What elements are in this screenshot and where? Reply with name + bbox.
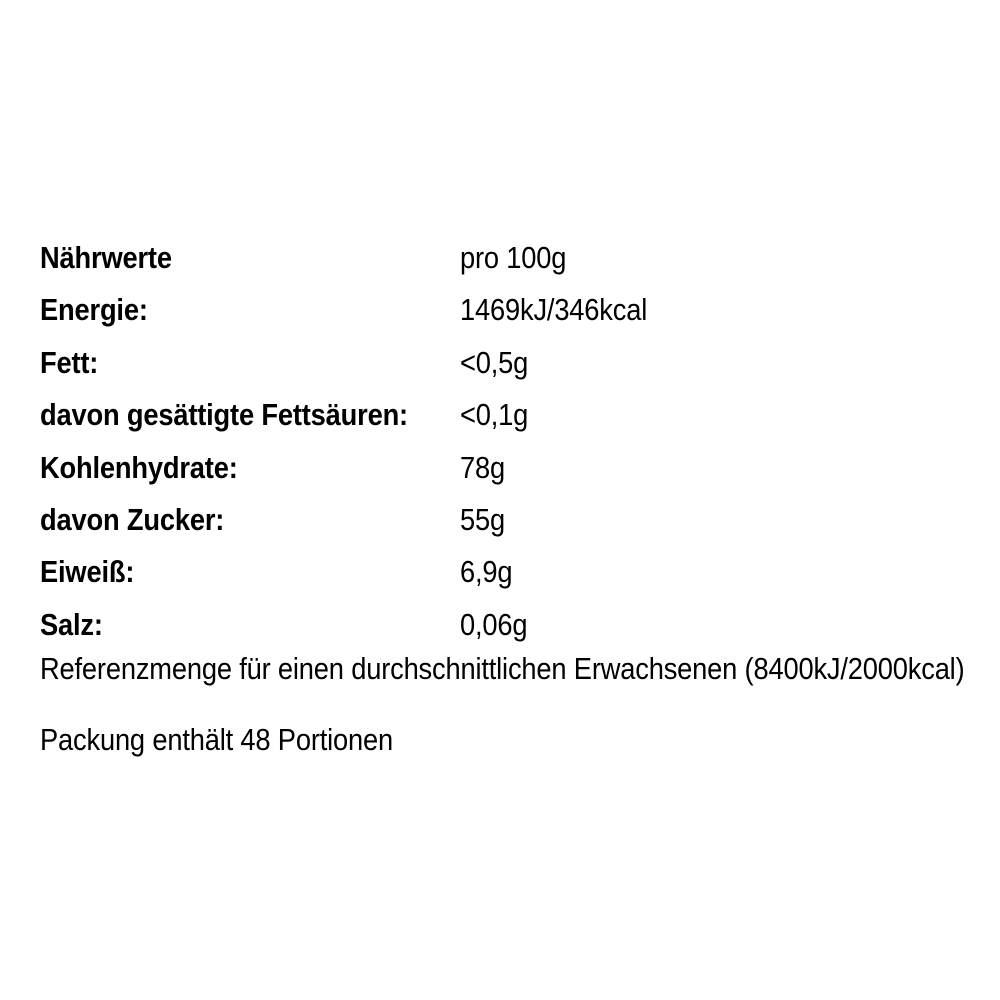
nutrition-row-value: 0,06g	[460, 607, 528, 642]
servings-note	[40, 724, 990, 755]
nutrition-row-zucker	[40, 504, 980, 542]
nutrition-row-salz	[40, 609, 980, 647]
nutrition-header-title: Nährwerte	[40, 240, 172, 275]
nutrition-row-label: Salz:	[40, 607, 103, 642]
nutrition-row-label: Energie:	[40, 292, 148, 327]
reference-intake-note	[40, 653, 990, 684]
reference-intake-text: Referenzmenge für einen durchschnittlichen Erwachsenen (8400kJ/2000kcal)	[40, 651, 965, 686]
nutrition-header-unit: pro 100g	[460, 240, 567, 275]
nutrition-header-row	[40, 242, 980, 280]
nutrition-row-label: Kohlenhydrate:	[40, 450, 238, 485]
nutrition-row-value: 78g	[460, 450, 505, 485]
nutrition-row-value: 6,9g	[460, 554, 513, 589]
nutrition-row-value: 1469kJ/346kcal	[460, 292, 648, 327]
nutrition-row-gesaettigte-fettsaeuren	[40, 399, 980, 437]
nutrition-row-value: <0,1g	[460, 397, 529, 432]
nutrition-row-label: Fett:	[40, 345, 99, 380]
servings-text: Packung enthält 48 Portionen	[40, 722, 394, 757]
nutrition-row-value: <0,5g	[460, 345, 529, 380]
nutrition-row-label: Eiweiß:	[40, 554, 135, 589]
nutrition-row-value: 55g	[460, 502, 505, 537]
nutrition-row-fett	[40, 347, 980, 385]
nutrition-row-kohlenhydrate	[40, 452, 980, 490]
nutrition-row-label: davon Zucker:	[40, 502, 225, 537]
nutrition-row-label: davon gesättigte Fettsäuren:	[40, 397, 408, 432]
nutrition-row-energie	[40, 294, 980, 332]
nutrition-row-eiweiss	[40, 556, 980, 594]
